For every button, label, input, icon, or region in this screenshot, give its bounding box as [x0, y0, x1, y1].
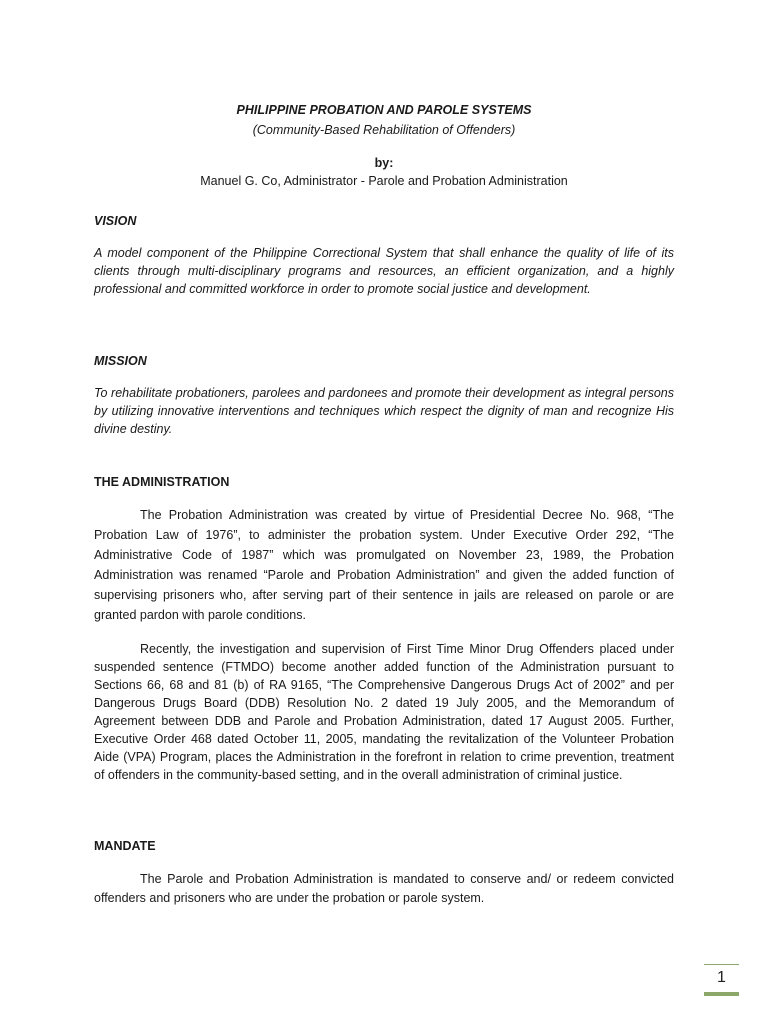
author-line: Manuel G. Co, Administrator - Parole and Probation Administration: [200, 173, 568, 188]
administration-paragraph-1: The Probation Administration was created by virtue of Presidential Decree No. 968, “The Probation Law of 1976”, to administer the probation system. Under Executive Order 292, “The Administrative Code of 1987” which was promulgated on November 23, 1989, the Probation Administration was renamed “Parole and Probation Administration” and given the added function of supervising prisoners who, after serving part of their sentence in jails are released on parole or are granted pardon with parole conditions.: [94, 508, 674, 622]
vision-text: A model component of the Philippine Correctional System that shall enhance the quality of life of its clients through multi-disciplinary programs and resources, an efficient organization, and a highly professional and committed workforce in order to promote social justice and development.: [94, 246, 674, 296]
mission-text: To rehabilitate probationers, parolees and pardonees and promote their development as integral persons by utilizing innovative interventions and techniques which respect the dignity of man and recognize His divine destiny.: [94, 386, 674, 436]
administration-paragraph-2: Recently, the investigation and supervision of First Time Minor Drug Offenders placed under suspended sentence (FTMDO) become another added function of the Administration pursuant to Sections 66, 68 and 81 (b) of RA 9165, “The Comprehensive Dangerous Drugs Act of 2002” and per Dangerous Drugs Board (DDB) Resolution No. 2 dated 19 July 2005, and the Memorandum of Agreement between DDB and Parole and Probation Administration, dated 17 August 2005. Further, Executive Order 468 dated October 11, 2005, mandating the revitalization of the Volunteer Probation Aide (VPA) Program, places the Administration in the forefront in relation to crime prevention, treatment of offenders in the community-based setting, and in the overall administration of criminal justice.: [94, 642, 674, 782]
document-title: PHILIPPINE PROBATION AND PAROLE SYSTEMS: [236, 102, 532, 117]
administration-heading: THE ADMINISTRATION: [94, 475, 230, 489]
page-number: 1: [704, 964, 739, 996]
document-subtitle: (Community-Based Rehabilitation of Offenders): [252, 122, 516, 137]
vision-heading: VISION: [94, 214, 137, 228]
by-label: by:: [374, 155, 394, 170]
mandate-heading: MANDATE: [94, 839, 156, 853]
mission-heading: MISSION: [94, 354, 147, 368]
mandate-text: The Parole and Probation Administration is mandated to conserve and/ or redeem convicted offenders and prisoners who are under the probation or parole system.: [94, 872, 674, 905]
